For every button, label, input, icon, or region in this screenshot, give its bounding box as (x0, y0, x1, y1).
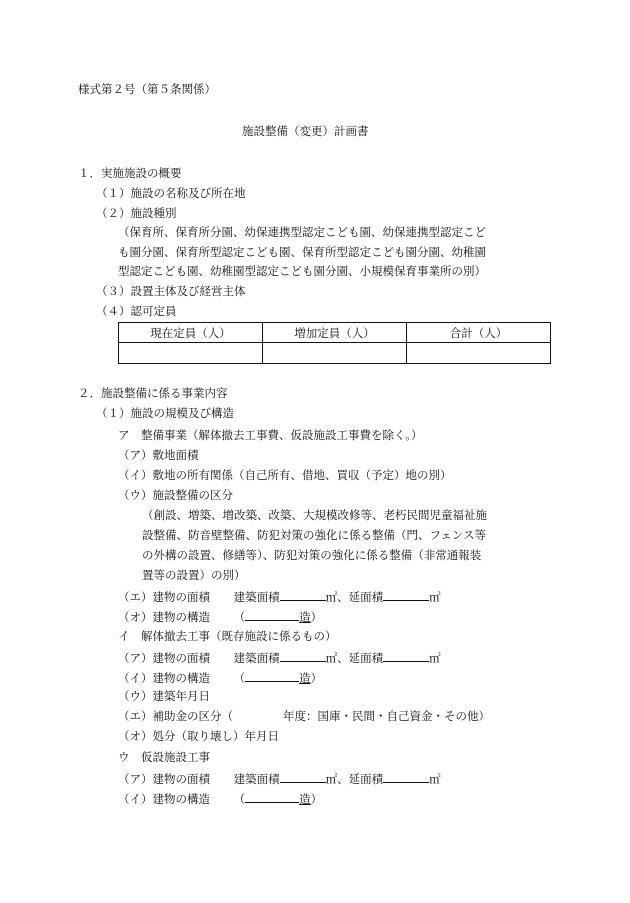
building-area-word: 建築面積 (233, 590, 280, 604)
s1-item-facility-type: （２）施設種別 (96, 206, 177, 220)
structure-open-paren: （ (233, 610, 246, 624)
s1-facility-type-note-line: （保育所、保育所分園、幼保連携型認定こども園、幼保連携型認定こど (118, 225, 486, 239)
floor-area-blank[interactable] (383, 588, 429, 601)
s2-a-site-area: （ア）敷地面積 (118, 448, 199, 462)
col-total-capacity: 合計（人） (407, 323, 551, 343)
s2-a-category-note-line: 設整備、防音壁整備、防犯対策の強化に係る整備（門、フェンス等 (142, 528, 487, 542)
floor-area-word: 延面積 (348, 590, 384, 604)
structure-close-paren: ） (310, 610, 323, 624)
s2-c-label: ウ 仮設施設工事 (118, 750, 210, 764)
building-area-blank[interactable] (280, 649, 326, 662)
s2-b-label: イ 解体撤去工事（既存施設に係るもの） (118, 629, 337, 643)
structure-open-paren: （ (233, 792, 246, 806)
floor-area-blank[interactable] (383, 770, 429, 783)
section-1-heading: １．実施施設の概要 (78, 166, 182, 180)
structure-label: （イ）建物の構造 (118, 792, 210, 806)
sqm-separator: 、 (337, 772, 349, 786)
building-area-blank[interactable] (280, 588, 326, 601)
building-area-word: 建築面積 (233, 651, 280, 665)
cell-total-capacity[interactable] (407, 343, 551, 364)
structure-close-paren: ） (310, 792, 323, 806)
s2-a-category-note-line: の外構の設置、修繕等）、防犯対策の強化に係る整備（非常通報装 (142, 548, 482, 562)
floor-area-word: 延面積 (348, 772, 384, 786)
s1-item-operator: （３）設置主体及び経営主体 (96, 284, 246, 298)
building-area-label: （エ）建物の面積 (118, 590, 210, 604)
s2-a-project-category: （ウ）施設整備の区分 (118, 488, 233, 502)
structure-word: 造 (299, 671, 311, 685)
s2-a-category-note-line: 置等の設置）の別） (142, 568, 246, 582)
building-area-label: （ア）建物の面積 (118, 651, 210, 665)
table-row (119, 343, 551, 364)
subsidy-label: （エ）補助金の区分（ (118, 709, 233, 723)
s1-item-name-location: （１）施設の名称及び所在地 (96, 186, 246, 200)
section-2-heading: ２．施設整備に係る事業内容 (78, 386, 228, 400)
s2-a-site-ownership: （イ）敷地の所有関係（自己所有、借地、買収（予定）地の別） (118, 468, 452, 482)
sqm-unit: ㎡ (429, 590, 441, 604)
cell-current-capacity[interactable] (119, 343, 263, 364)
s1-facility-type-note-line: 型認定こども園、幼稚園型認定こども園分園、小規模保育事業所の別） (118, 264, 486, 278)
structure-close-paren: ） (310, 671, 323, 685)
s2-b-structure-row (118, 669, 322, 685)
building-area-word: 建築面積 (233, 772, 280, 786)
structure-word: 造 (299, 792, 311, 806)
col-increase-capacity: 増加定員（人） (263, 323, 407, 343)
form-id: 様式第２号（第５条関係） (78, 82, 216, 96)
structure-label: （オ）建物の構造 (118, 610, 210, 624)
s2-c-building-area-row (118, 770, 441, 786)
s2-c-structure-row (118, 790, 322, 806)
structure-blank[interactable] (245, 669, 299, 682)
s2-a-building-area-row (118, 588, 441, 604)
sqm-unit: ㎡ (325, 772, 338, 786)
s1-facility-type-note-line: も園分園、保育所型認定こども園、保育所型認定こども園分園、幼稚園 (118, 245, 486, 259)
floor-area-blank[interactable] (383, 649, 429, 662)
sqm-unit: ㎡ (429, 651, 441, 665)
floor-area-word: 延面積 (348, 651, 384, 665)
sqm-unit: ㎡ (325, 590, 338, 604)
s2-a-category-note-line: （創設、増築、増改築、改築、大規模改修等、老朽民間児童福祉施 (142, 508, 487, 522)
page-title: 施設整備（変更）計画書 (242, 124, 369, 138)
structure-blank[interactable] (245, 608, 299, 621)
s2-a-structure-row (118, 608, 322, 624)
s2-b-subsidy-row (118, 709, 490, 723)
structure-label: （イ）建物の構造 (118, 671, 210, 685)
s1-item-capacity: （４）認可定員 (96, 304, 177, 318)
sqm-unit: ㎡ (429, 772, 441, 786)
s2-item-scale-structure: （１）施設の規模及び構造 (96, 406, 234, 420)
cell-increase-capacity[interactable] (263, 343, 407, 364)
s2-b-disposal-date: （オ）処分（取り壊し）年月日 (118, 729, 279, 743)
structure-open-paren: （ (233, 671, 246, 685)
sqm-separator: 、 (337, 651, 349, 665)
s2-b-build-date: （ウ）建築年月日 (118, 689, 210, 703)
col-current-capacity: 現在定員（人） (119, 323, 263, 343)
sqm-unit: ㎡ (325, 651, 338, 665)
building-area-blank[interactable] (280, 770, 326, 783)
s2-a-label: ア 整備事業（解体撤去工事費、仮設施設工事費を除く。） (118, 428, 423, 442)
structure-word: 造 (299, 610, 311, 624)
capacity-table (118, 322, 551, 364)
building-area-label: （ア）建物の面積 (118, 772, 210, 786)
structure-blank[interactable] (245, 790, 299, 803)
s2-b-building-area-row (118, 649, 441, 665)
subsidy-options: 年度：国庫・民間・自己資金・その他） (283, 709, 490, 723)
table-header-row (119, 323, 551, 343)
sqm-separator: 、 (337, 590, 349, 604)
